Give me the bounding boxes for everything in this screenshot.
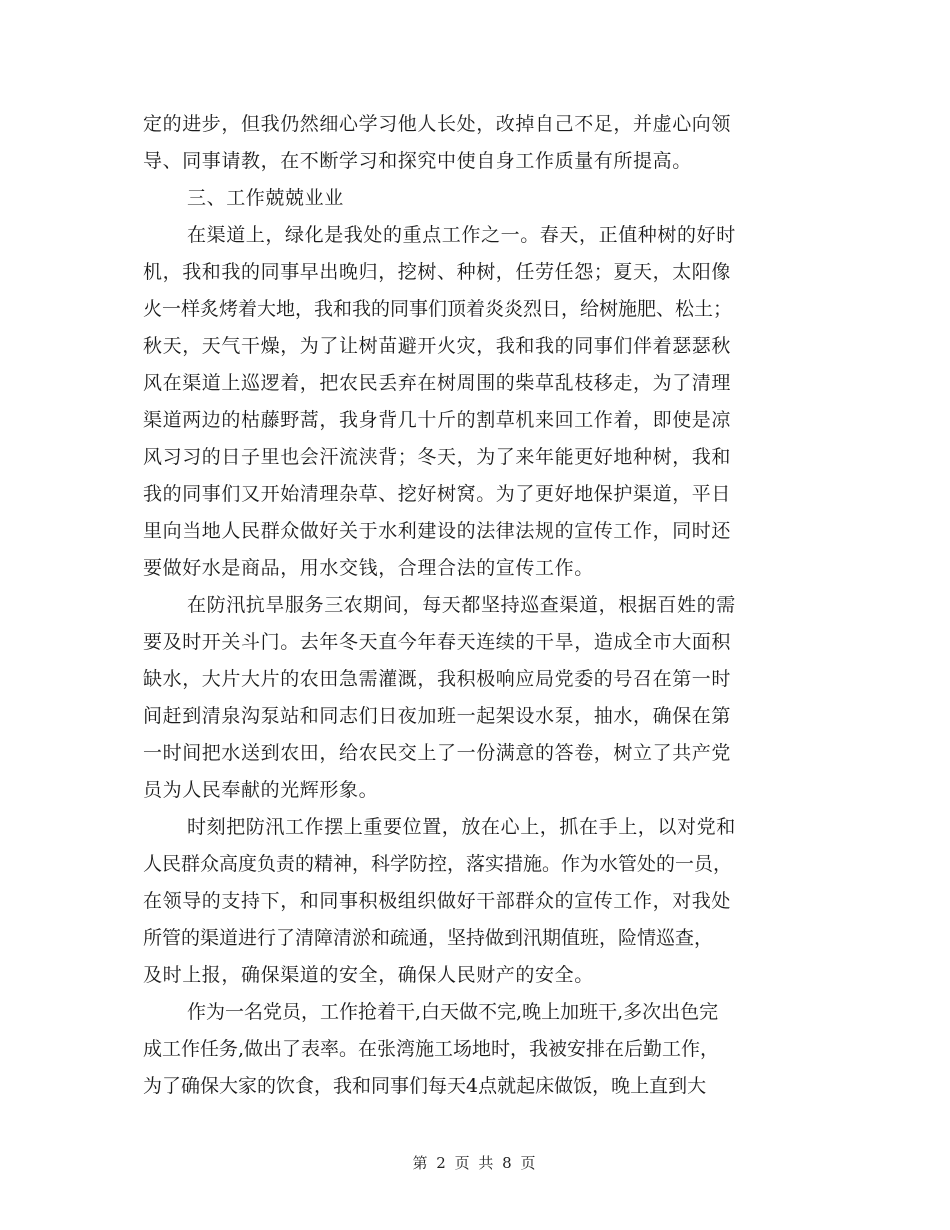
page-number-footer: 第 2 页 共 8 页 — [412, 1154, 538, 1172]
text-line: 渠道两边的枯藤野蒿，我身背几十斤的割草机来回工作着，即使是凉 — [143, 409, 732, 431]
text-line: 一时间把水送到农田，给农民交上了一份满意的答卷，树立了共产党 — [143, 742, 732, 764]
text-line: 火一样炙烤着大地，我和我的同事们顶着炎炎烈日，给树施肥、松土； — [143, 298, 733, 320]
text-line: 风在渠道上巡逻着，把农民丢弃在树周围的柴草乱枝移走，为了清理 — [143, 372, 732, 394]
text-line: 缺水，大片大片的农田急需灌溉，我积极响应局党委的号召在第一时 — [143, 668, 732, 690]
text-line: 及时上报，确保渠道的安全，确保人民财产的安全。 — [143, 964, 594, 986]
text-line: 里向当地人民群众做好关于水利建设的法律法规的宣传工作，同时还 — [143, 520, 732, 542]
text-line: 机，我和我的同事早出晚归，挖树、种树，任劳任怨；夏天，太阳像 — [143, 261, 732, 283]
text-line: 员为人民奉献的光辉形象。 — [143, 779, 379, 801]
text-line: 成工作任务,做出了表率。在张湾施工场地时，我被安排在后勤工作， — [143, 1038, 720, 1060]
text-line: 间赶到清泉沟泵站和同志们日夜加班一起架设水泵，抽水，确保在第 — [143, 705, 732, 727]
paragraph-first-line: 时刻把防汛工作摆上重要位置，放在心上，抓在手上，以对党和 — [187, 816, 736, 838]
text-line: 要及时开关斗门。去年冬天直今年春天连续的干旱，造成全市大面积 — [143, 631, 732, 653]
text-line: 所管的渠道进行了清障清淤和疏通，坚持做到汛期值班，险情巡查， — [143, 927, 714, 949]
paragraph-first-line: 作为一名党员，工作抢着干,白天做不完,晚上加班干,多次出色完 — [187, 1001, 719, 1023]
text-line: 定的进步，但我仍然细心学习他人长处，改掉自己不足，并虚心向领 — [143, 113, 732, 135]
text-line: 为了确保大家的饮食，我和同事们每天4点就起床做饭，晚上直到大 — [143, 1075, 707, 1097]
text-line: 在领导的支持下，和同事积极组织做好干部群众的宣传工作，对我处 — [143, 890, 732, 912]
document-body — [143, 106, 809, 1105]
text-line: 我的同事们又开始清理杂草、挖好树窝。为了更好地保护渠道，平日 — [143, 483, 732, 505]
section-heading: 三、工作兢兢业业 — [187, 187, 344, 209]
text-line: 风习习的日子里也会汗流浃背；冬天，为了来年能更好地种树，我和 — [143, 446, 732, 468]
paragraph-first-line: 在渠道上，绿化是我处的重点工作之一。春天，正值种树的好时 — [187, 224, 736, 246]
text-line: 要做好水是商品，用水交钱，合理合法的宣传工作。 — [143, 557, 594, 579]
text-line: 人民群众高度负责的精神，科学防控，落实措施。作为水管处的一员， — [143, 853, 733, 875]
text-line: 秋天，天气干燥，为了让树苗避开火灾，我和我的同事们伴着瑟瑟秋 — [143, 335, 732, 357]
text-line: 导、同事请教，在不断学习和探究中使自身工作质量有所提高。 — [143, 150, 692, 172]
paragraph-first-line: 在防汛抗旱服务三农期间，每天都坚持巡查渠道，根据百姓的需 — [187, 594, 736, 616]
